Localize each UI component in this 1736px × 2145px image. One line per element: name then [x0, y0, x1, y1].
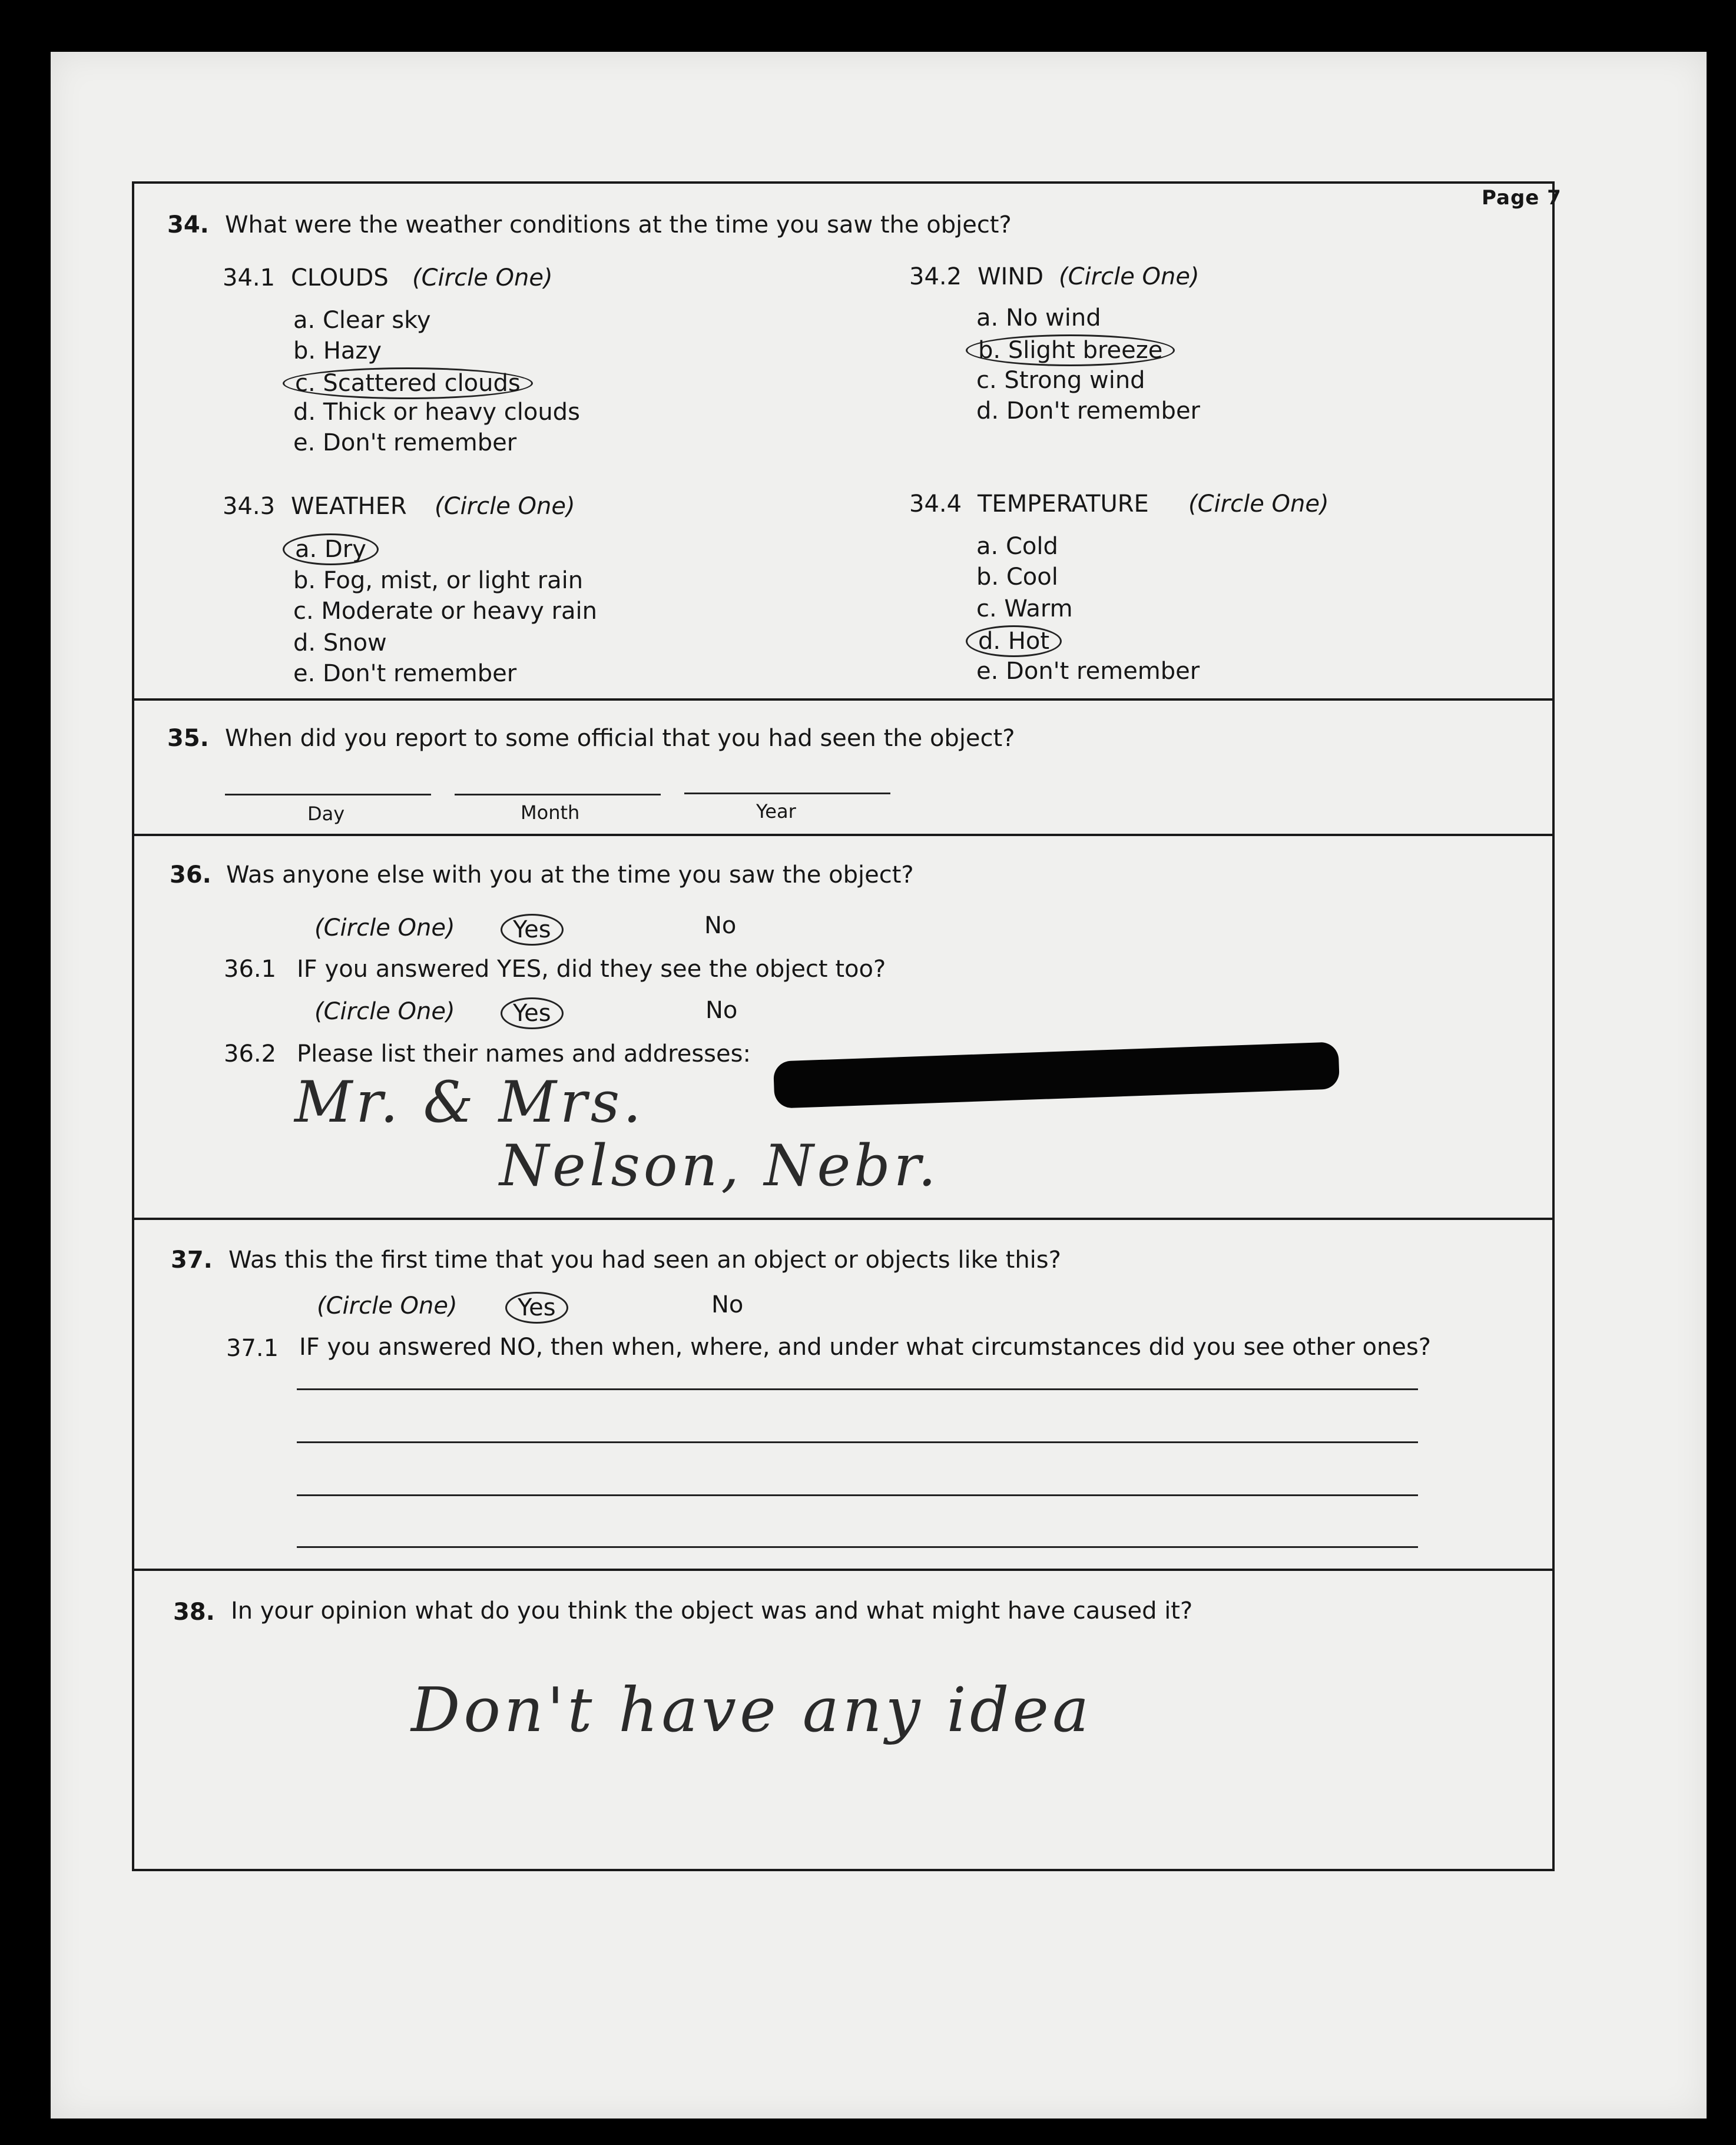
- option-yes[interactable]: Yes: [501, 914, 564, 946]
- question-number: 36.: [170, 861, 211, 888]
- question-number: 34.: [167, 211, 209, 238]
- option-slight-breeze[interactable]: b. Slight breeze: [966, 334, 1175, 366]
- option-no[interactable]: No: [711, 1291, 744, 1318]
- subquestion-text: Please list their names and addresses:: [297, 1040, 751, 1067]
- day-line[interactable]: [225, 794, 431, 795]
- handwritten-names: Mr. & Mrs.: [294, 1069, 645, 1135]
- option-clear-sky[interactable]: a. Clear sky: [293, 307, 431, 334]
- answer-line[interactable]: [297, 1388, 1418, 1390]
- year-label: Year: [756, 800, 796, 823]
- option-dont-remember[interactable]: d. Don't remember: [976, 397, 1200, 425]
- section-divider: [134, 698, 1552, 701]
- option-thick-clouds[interactable]: d. Thick or heavy clouds: [293, 399, 580, 426]
- circle-one-hint: (Circle One): [314, 998, 455, 1025]
- handwritten-answer: Don't have any idea: [411, 1674, 1092, 1746]
- subquestion-number: 34.2: [909, 263, 962, 290]
- option-snow[interactable]: d. Snow: [293, 629, 387, 657]
- option-strong-wind[interactable]: c. Strong wind: [976, 367, 1145, 394]
- answer-line[interactable]: [297, 1546, 1418, 1548]
- question-text: Was this the first time that you had seen an object or objects like this?: [228, 1246, 1061, 1274]
- section-divider: [134, 1569, 1552, 1571]
- circle-one-hint: (Circle One): [412, 264, 553, 291]
- month-line[interactable]: [455, 794, 661, 795]
- option-dont-remember[interactable]: e. Don't remember: [976, 658, 1200, 685]
- option-no[interactable]: No: [704, 912, 737, 939]
- section-divider: [134, 1218, 1552, 1220]
- questionnaire-form: [132, 181, 1555, 1871]
- section-divider: [134, 834, 1552, 836]
- option-scattered-clouds[interactable]: c. Scattered clouds: [283, 367, 533, 399]
- option-dont-remember[interactable]: e. Don't remember: [293, 660, 517, 687]
- subquestion-title: WEATHER: [291, 493, 407, 520]
- subquestion-number: 36.1: [224, 956, 277, 983]
- option-yes[interactable]: Yes: [501, 997, 564, 1029]
- option-no[interactable]: No: [705, 997, 738, 1024]
- month-label: Month: [521, 801, 580, 824]
- subquestion-text: IF you answered YES, did they see the object too?: [297, 956, 886, 983]
- circle-one-hint: (Circle One): [435, 493, 575, 520]
- option-cold[interactable]: a. Cold: [976, 533, 1058, 560]
- page-number: Page 7: [1482, 186, 1562, 210]
- option-warm[interactable]: c. Warm: [976, 595, 1073, 622]
- subquestion-number: 37.1: [226, 1335, 279, 1362]
- question-number: 37.: [171, 1246, 213, 1274]
- option-no-wind[interactable]: a. No wind: [976, 304, 1101, 331]
- question-text: When did you report to some official that you had seen the object?: [225, 725, 1015, 752]
- question-text: Was anyone else with you at the time you saw the object?: [226, 861, 914, 888]
- option-heavy-rain[interactable]: c. Moderate or heavy rain: [293, 598, 597, 625]
- question-number: 35.: [167, 725, 209, 752]
- option-yes[interactable]: Yes: [505, 1292, 568, 1324]
- circle-one-hint: (Circle One): [1059, 263, 1200, 290]
- subquestion-title: TEMPERATURE: [978, 490, 1149, 518]
- subquestion-title: CLOUDS: [291, 264, 389, 291]
- option-fog-mist[interactable]: b. Fog, mist, or light rain: [293, 567, 584, 594]
- subquestion-title: WIND: [978, 263, 1044, 290]
- option-hot[interactable]: d. Hot: [966, 625, 1062, 657]
- subquestion-number: 36.2: [224, 1040, 277, 1067]
- circle-one-hint: (Circle One): [317, 1292, 458, 1320]
- option-cool[interactable]: b. Cool: [976, 563, 1058, 591]
- subquestion-number: 34.3: [223, 493, 276, 520]
- year-line[interactable]: [684, 793, 890, 794]
- handwritten-address: Nelson, Nebr.: [499, 1133, 940, 1199]
- subquestion-number: 34.4: [909, 490, 962, 518]
- question-number: 38.: [173, 1599, 215, 1626]
- circle-one-hint: (Circle One): [314, 914, 455, 941]
- subquestion-number: 34.1: [223, 264, 276, 291]
- option-hazy[interactable]: b. Hazy: [293, 337, 382, 364]
- option-dont-remember[interactable]: e. Don't remember: [293, 429, 517, 456]
- day-label: Day: [307, 803, 345, 825]
- answer-line[interactable]: [297, 1441, 1418, 1443]
- subquestion-text: IF you answered NO, then when, where, and under what circumstances did you see other ones?: [299, 1334, 1432, 1361]
- question-text: What were the weather conditions at the time you saw the object?: [225, 211, 1012, 238]
- circle-one-hint: (Circle One): [1188, 490, 1329, 518]
- answer-line[interactable]: [297, 1494, 1418, 1496]
- question-text: In your opinion what do you think the object was and what might have caused it?: [231, 1597, 1193, 1625]
- option-dry[interactable]: a. Dry: [283, 533, 379, 565]
